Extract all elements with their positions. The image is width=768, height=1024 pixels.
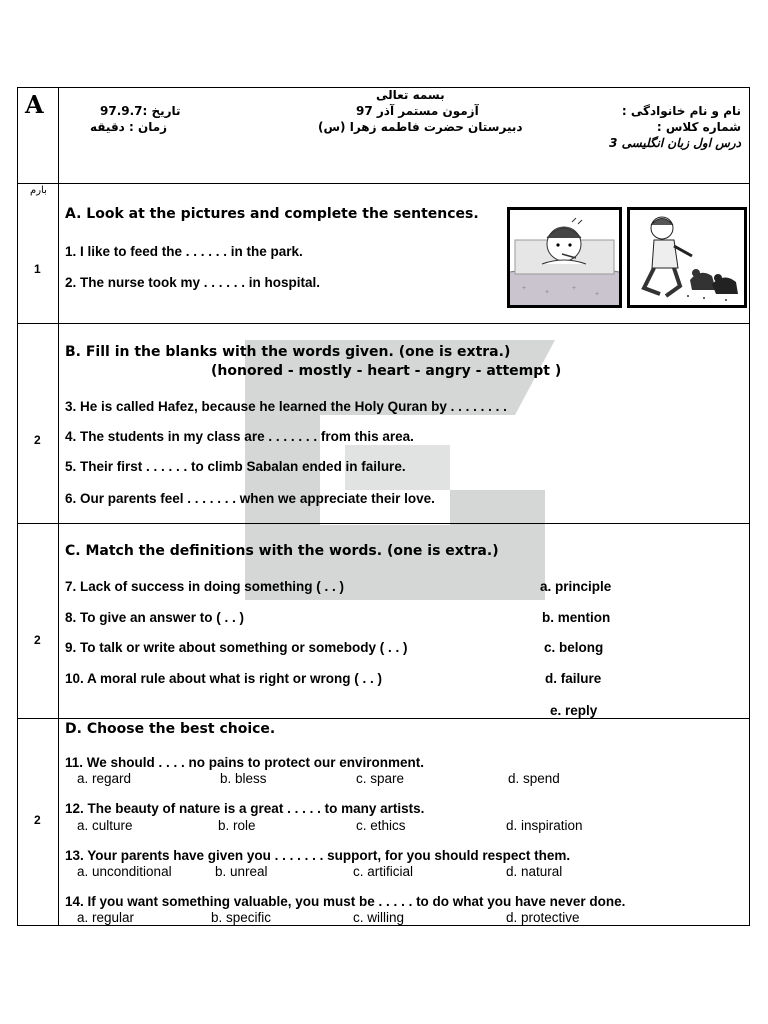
row-divider [18, 523, 749, 524]
definition-9: 9. To talk or write about something or somebody ( . . ) [65, 640, 408, 655]
option-13a: a. unconditional [77, 864, 172, 879]
section-d-score: 2 [34, 813, 41, 827]
section-a-title: A. Look at the pictures and complete the sentences. [65, 206, 479, 222]
name-label: نام و نام خانوادگی : [621, 104, 741, 118]
option-12b: b. role [218, 818, 256, 833]
version-letter: A [25, 90, 44, 119]
word-c: c. belong [544, 640, 604, 655]
word-b: b. mention [542, 610, 611, 625]
sick-girl-picture [507, 207, 622, 308]
section-b-title: B. Fill in the blanks with the words given. (one is extra.) [65, 344, 511, 360]
row-divider [18, 323, 749, 324]
definition-8: 8. To give an answer to ( . . ) [65, 610, 245, 625]
question-14: 14. If you want something valuable, you must be . . . . . to do what you have never done. [65, 894, 626, 909]
question-6: 6. Our parents feel . . . . . . . when we appreciate their love. [65, 491, 435, 506]
option-14d: d. protective [506, 910, 580, 925]
svg-text:+: + [595, 291, 600, 298]
option-12c: c. ethics [356, 818, 406, 833]
exam-title: آزمون مستمر آذر 97 [356, 104, 479, 118]
question-13: 13. Your parents have given you . . . . . . . support, for you should respect them. [65, 848, 571, 863]
question-2: 2. The nurse took my . . . . . . in hospital. [65, 275, 321, 290]
row-divider [18, 183, 749, 184]
option-11a: a. regard [77, 771, 132, 786]
row-divider [18, 718, 749, 719]
option-13b: b. unreal [215, 864, 268, 879]
section-a-score: 1 [34, 262, 41, 276]
question-1: 1. I like to feed the . . . . . . in the park. [65, 244, 303, 259]
section-c-title: C. Match the definitions with the words. (one is extra.) [65, 543, 499, 559]
question-11: 11. We should . . . . no pains to protect our environment. [65, 755, 425, 770]
question-4: 4. The students in my class are . . . . . . . from this area. [65, 429, 414, 444]
section-c-score: 2 [34, 633, 41, 647]
option-13d: d. natural [506, 864, 563, 879]
option-14b: b. specific [211, 910, 272, 925]
svg-text:+: + [545, 289, 550, 296]
question-5: 5. Their first . . . . . . to climb Sabalan ended in failure. [65, 459, 406, 474]
question-12: 12. The beauty of nature is a great . . . . . to many artists. [65, 801, 425, 816]
score-header: بارم [30, 185, 47, 196]
option-11d: d. spend [508, 771, 560, 786]
option-14a: a. regular [77, 910, 135, 925]
option-12d: d. inspiration [506, 818, 583, 833]
time-label: زمان : دقیقه [90, 120, 168, 134]
section-d-title: D. Choose the best choice. [65, 721, 276, 737]
definition-10: 10. A moral rule about what is right or wrong ( . . ) [65, 671, 383, 686]
option-12a: a. culture [77, 818, 133, 833]
svg-text:+: + [522, 285, 527, 292]
score-column-divider [58, 88, 59, 925]
definition-7: 7. Lack of success in doing something ( . . ) [65, 579, 345, 594]
course-label: درس اول زبان انگلیسی 3 [609, 136, 741, 150]
school-name: دبیرستان حضرت فاطمه زهرا (س) [318, 120, 523, 134]
word-bank: (honored - mostly - heart - angry - attempt ) [211, 363, 562, 379]
date-label: تاریخ :97.9.7 [100, 104, 181, 118]
option-11b: b. bless [220, 771, 267, 786]
svg-text:+: + [572, 285, 577, 292]
exam-sheet [17, 87, 750, 926]
section-b-score: 2 [34, 433, 41, 447]
option-14c: c. willing [353, 910, 405, 925]
word-e: e. reply [550, 703, 598, 718]
option-13c: c. artificial [353, 864, 414, 879]
word-d: d. failure [545, 671, 602, 686]
basmala: بسمه تعالی [376, 88, 445, 102]
word-a: a. principle [540, 579, 612, 594]
question-3: 3. He is called Hafez, because he learned the Holy Quran by . . . . . . . . [65, 399, 507, 414]
option-11c: c. spare [356, 771, 405, 786]
boy-feeding-pigeons-picture [627, 207, 747, 308]
class-label: شماره کلاس : [656, 120, 741, 134]
